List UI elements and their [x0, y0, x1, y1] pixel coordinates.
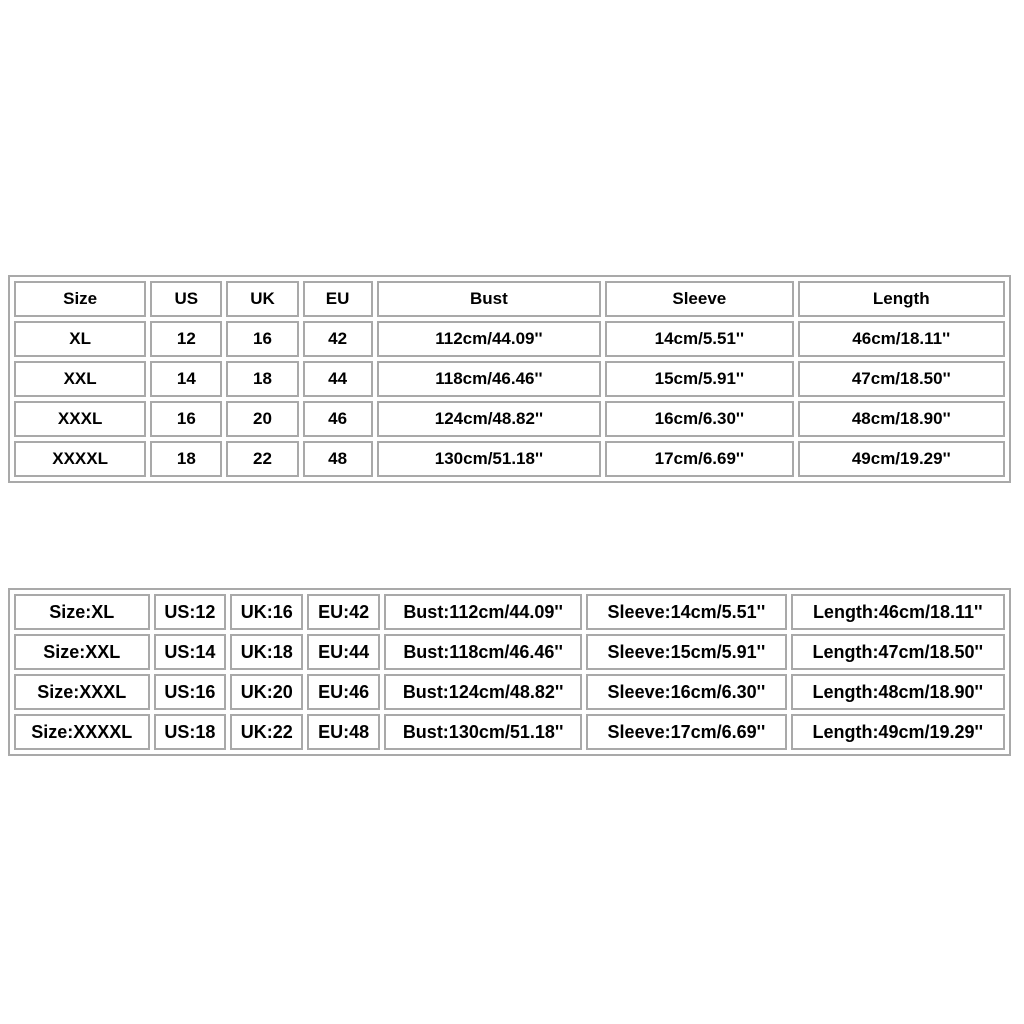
cell-eu: 42 [303, 321, 373, 357]
table-row [14, 594, 1005, 630]
cell-uk: UK:18 [230, 634, 303, 670]
table-row [14, 441, 1005, 477]
cell-length: Length:48cm/18.90'' [791, 674, 1005, 710]
cell-size: Size:XXXL [14, 674, 150, 710]
cell-sleeve: 17cm/6.69'' [605, 441, 793, 477]
cell-bust: Bust:112cm/44.09'' [384, 594, 582, 630]
cell-us: 14 [150, 361, 222, 397]
cell-us: US:18 [154, 714, 227, 750]
cell-us: 18 [150, 441, 222, 477]
table-row [14, 634, 1005, 670]
cell-uk: UK:22 [230, 714, 303, 750]
cell-sleeve: Sleeve:16cm/6.30'' [586, 674, 786, 710]
cell-eu: EU:42 [307, 594, 380, 630]
header-eu: EU [303, 281, 373, 317]
cell-length: 47cm/18.50'' [798, 361, 1005, 397]
header-us: US [150, 281, 222, 317]
cell-sleeve: 14cm/5.51'' [605, 321, 793, 357]
cell-eu: 48 [303, 441, 373, 477]
cell-bust: 130cm/51.18'' [377, 441, 601, 477]
cell-size: XXXXL [14, 441, 146, 477]
cell-us: 16 [150, 401, 222, 437]
cell-sleeve: Sleeve:17cm/6.69'' [586, 714, 786, 750]
table-row [14, 361, 1005, 397]
cell-length: Length:46cm/18.11'' [791, 594, 1005, 630]
cell-eu: EU:48 [307, 714, 380, 750]
size-chart-labeled-table [8, 588, 1011, 756]
header-bust: Bust [377, 281, 601, 317]
table-row [14, 401, 1005, 437]
header-uk: UK [226, 281, 298, 317]
cell-size: XL [14, 321, 146, 357]
cell-eu: EU:46 [307, 674, 380, 710]
cell-uk: 18 [226, 361, 298, 397]
cell-length: Length:47cm/18.50'' [791, 634, 1005, 670]
cell-uk: 16 [226, 321, 298, 357]
cell-size: Size:XL [14, 594, 150, 630]
cell-bust: Bust:118cm/46.46'' [384, 634, 582, 670]
cell-length: 49cm/19.29'' [798, 441, 1005, 477]
cell-bust: 124cm/48.82'' [377, 401, 601, 437]
cell-sleeve: Sleeve:14cm/5.51'' [586, 594, 786, 630]
cell-bust: Bust:130cm/51.18'' [384, 714, 582, 750]
header-sleeve: Sleeve [605, 281, 793, 317]
cell-us: US:12 [154, 594, 227, 630]
cell-length: Length:49cm/19.29'' [791, 714, 1005, 750]
cell-bust: 118cm/46.46'' [377, 361, 601, 397]
header-length: Length [798, 281, 1005, 317]
table-row [14, 321, 1005, 357]
table-row [14, 714, 1005, 750]
cell-size: XXXL [14, 401, 146, 437]
cell-sleeve: Sleeve:15cm/5.91'' [586, 634, 786, 670]
cell-size: Size:XXL [14, 634, 150, 670]
header-size: Size [14, 281, 146, 317]
cell-uk: UK:16 [230, 594, 303, 630]
cell-us: US:14 [154, 634, 227, 670]
cell-sleeve: 15cm/5.91'' [605, 361, 793, 397]
cell-uk: 20 [226, 401, 298, 437]
cell-uk: UK:20 [230, 674, 303, 710]
cell-bust: Bust:124cm/48.82'' [384, 674, 582, 710]
size-chart-table [8, 275, 1011, 483]
cell-length: 48cm/18.90'' [798, 401, 1005, 437]
cell-bust: 112cm/44.09'' [377, 321, 601, 357]
table-row [14, 674, 1005, 710]
cell-eu: 44 [303, 361, 373, 397]
cell-sleeve: 16cm/6.30'' [605, 401, 793, 437]
cell-us: 12 [150, 321, 222, 357]
cell-us: US:16 [154, 674, 227, 710]
cell-length: 46cm/18.11'' [798, 321, 1005, 357]
cell-size: Size:XXXXL [14, 714, 150, 750]
cell-eu: 46 [303, 401, 373, 437]
table-header-row [14, 281, 1005, 317]
cell-uk: 22 [226, 441, 298, 477]
cell-eu: EU:44 [307, 634, 380, 670]
cell-size: XXL [14, 361, 146, 397]
